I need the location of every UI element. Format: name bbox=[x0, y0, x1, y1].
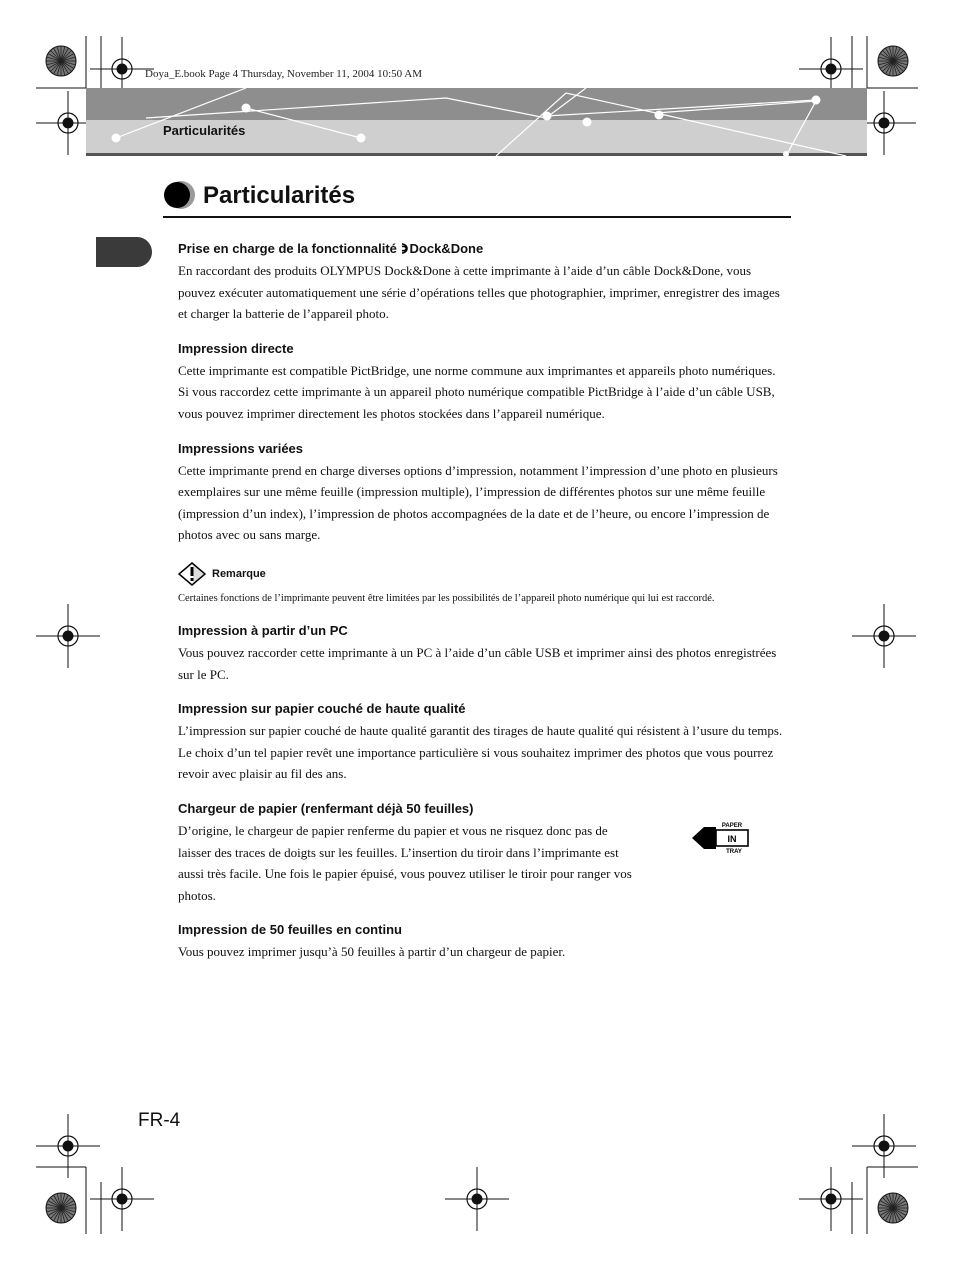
section-dock-done bbox=[178, 240, 790, 325]
section-heading: Chargeur de papier (renfermant déjà 50 feuilles) bbox=[178, 800, 474, 816]
header-banner bbox=[86, 88, 867, 156]
section-paragraph: En raccordant des produits OLYMPUS Dock&Done à cette imprimante à l’aide d’un câble Dock&Done, vous pouvez exécuter automatiquement une série d’opérations telles que photographier, imprimer, enregistrer des images et charger la batterie de l’appareil photo. bbox=[178, 263, 780, 322]
starburst-target-icon bbox=[878, 46, 908, 76]
icon-text-paper: PAPER bbox=[721, 822, 743, 829]
icon-text-in: IN bbox=[727, 833, 737, 844]
section-heading bbox=[178, 240, 790, 257]
section-paragraph: Vous pouvez raccorder cette imprimante à un PC à l’aide d’un câble USB et imprimer ainsi des photos enregistrées sur le PC. bbox=[178, 644, 777, 682]
section-heading: Impression de 50 feuilles en continu bbox=[178, 922, 402, 938]
note-label: Remarque bbox=[212, 567, 266, 580]
section-heading: Impression directe bbox=[178, 340, 294, 356]
title-bullet-icon bbox=[163, 180, 197, 210]
section-coated-paper bbox=[178, 700, 790, 785]
note-header bbox=[178, 561, 790, 587]
page-title: Particularités bbox=[203, 182, 356, 209]
section-paper-loader bbox=[178, 800, 790, 906]
section-pc-print bbox=[178, 622, 790, 685]
section-direct-print bbox=[178, 340, 790, 425]
registration-target-icon bbox=[36, 604, 100, 668]
section-heading: Impressions variées bbox=[178, 440, 304, 456]
section-paragraph: Cette imprimante prend en charge diverses options d’impression, notamment l’impression d’une photo en plusieurs exemplaires sur une même feuille (impression multiple), l’impression de différentes photos sur une même feuille (impression d’un index), l’impression de photos accompagnées de la date et de l’heure, ou encore l’impression de photos avec ou sans marge. bbox=[178, 462, 778, 543]
registration-target-icon bbox=[445, 1167, 509, 1231]
registration-target-icon bbox=[799, 1167, 863, 1231]
page-title-block bbox=[163, 180, 791, 218]
note-text: Certaines fonctions de l’imprimante peuvent être limitées par les possibilités de l’appareil photo numérique qui lui est raccordé. bbox=[178, 592, 715, 604]
section-continuous-print bbox=[178, 921, 790, 963]
warning-icon bbox=[178, 562, 206, 586]
paper-in-tray-icon bbox=[690, 822, 750, 854]
icon-text-tray: TRAY bbox=[726, 848, 742, 854]
chapter-tab bbox=[96, 237, 152, 267]
registration-target-icon bbox=[852, 604, 916, 668]
registration-target-icon bbox=[90, 1167, 154, 1231]
starburst-target-icon bbox=[46, 1193, 76, 1223]
note-box bbox=[178, 561, 790, 609]
section-varied-prints bbox=[178, 440, 790, 546]
section-heading: Impression à partir d’un PC bbox=[178, 622, 348, 638]
section-paragraph: Si vous raccordez cette imprimante à un appareil photo numérique compatible PictBridge à l’aide d’un câble USB, vous pouvez imprimer directement les photos stockées dans l’appareil numérique. bbox=[178, 384, 775, 421]
registration-target-icon bbox=[36, 1114, 100, 1178]
section-heading: Impression sur papier couché de haute qualité bbox=[178, 701, 466, 717]
heading-text: Prise en charge de la fonctionnalité bbox=[178, 241, 401, 256]
page-number: FR-4 bbox=[138, 1110, 181, 1131]
print-info: Doya_E.book Page 4 Thursday, November 11, 2004 10:50 AM bbox=[145, 68, 423, 80]
starburst-target-icon bbox=[878, 1193, 908, 1223]
section-paragraph: Cette imprimante est compatible PictBridge, une norme commune aux imprimantes et appareils photo numériques. bbox=[178, 362, 776, 378]
heading-text-suffix: Dock&Done bbox=[409, 241, 484, 256]
section-paragraph: Vous pouvez imprimer jusqu’à 50 feuilles à partir d’un chargeur de papier. bbox=[178, 944, 566, 960]
main-content bbox=[178, 240, 790, 978]
section-paragraph: D’origine, le chargeur de papier renferme du papier et vous ne risquez donc pas de laisser des traces de doigts sur les feuilles. L’insertion du tiroir dans l’imprimante est aussi très facile. Une fois le papier épuisé, vous pouvez utiliser le tiroir pour ranger vos photos. bbox=[178, 822, 632, 903]
starburst-target-icon bbox=[46, 46, 76, 76]
registration-target-icon bbox=[852, 1114, 916, 1178]
dock-done-icon bbox=[401, 243, 410, 254]
section-paragraph: L’impression sur papier couché de haute qualité garantit des tirages de haute qualité qui résistent à l’usure du temps. Le choix d’un tel papier revêt une importance particulière si vous souhaitez imprimer des photos que vous pourrez revoir avec plaisir au fil des ans. bbox=[178, 723, 783, 782]
header-label: Particularités bbox=[163, 123, 246, 138]
